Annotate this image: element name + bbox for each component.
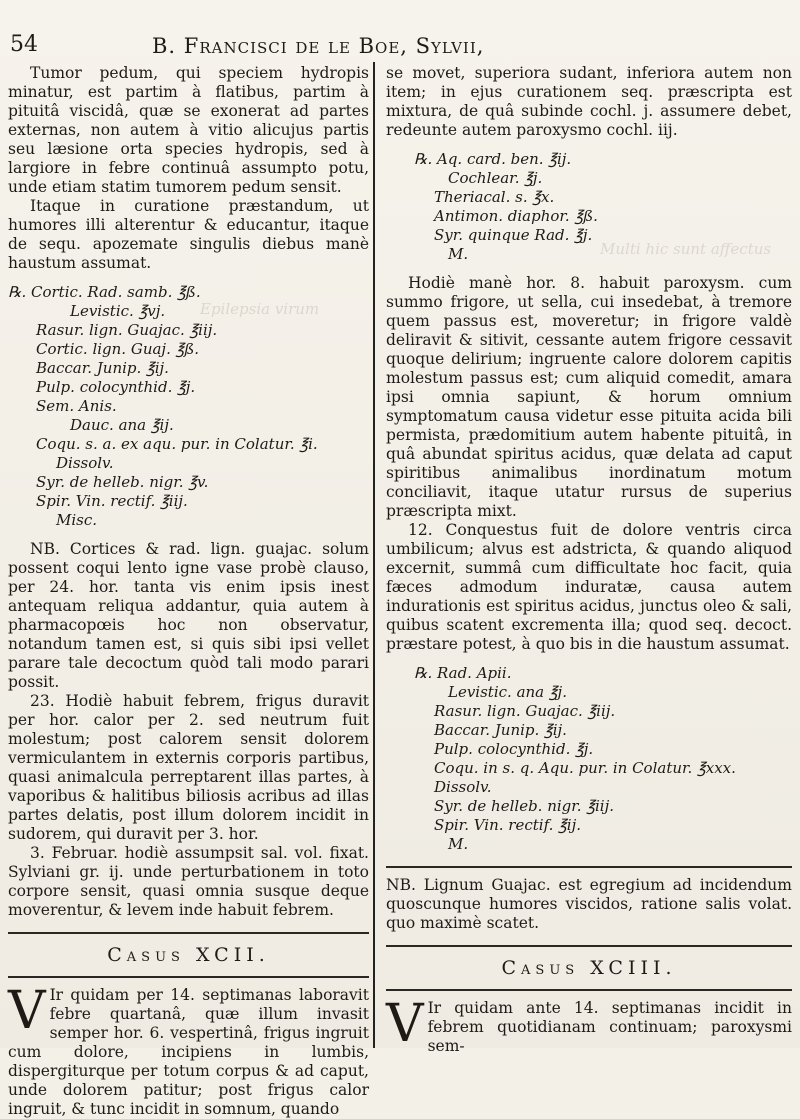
drop-cap: V xyxy=(386,994,424,1054)
paragraph-23: 23. Hodiè habuit febrem, frigus duravit per hor. calor per 2. sed neutrum fuit molestum; post calorem sensit dolorem vermiculantem in externis corporis partibus, quasi animalcula perreptarent illas partes, à vaporibus & halitibus biliosis acribus ad illas partes delatis, post illum dolorem incidit in sudorem, qui duravit per 3. hor. xyxy=(8,692,369,843)
case-heading: Casus XCII. xyxy=(107,944,270,966)
right-column xyxy=(386,64,792,1056)
paragraph-nb-lignum: NB. Lignum Guajac. est egregium ad incidendum quoscunque humores viscidos, ratione salis volat. quo maximè scatet. xyxy=(386,876,792,932)
rx-line: Dauc. ana ℥ij. xyxy=(70,416,174,434)
rx-line: Syr. quinque Rad. ℥j. xyxy=(434,226,593,244)
rx-line: ℞. Aq. card. ben. ℥ij. xyxy=(414,150,572,168)
rx-line: Syr. de helleb. nigr. ℥iij. xyxy=(434,797,614,815)
section-rule xyxy=(386,866,792,868)
rx-line: Dissolv. xyxy=(434,778,492,796)
paragraph-case-92: Ir quidam per 14. septimanas laboravit febre quartanâ, quæ illum invasit semper hor. 6. vespertinâ, frigus ingruit cum dolore, incipiens in lumbis, dispergiturque per totum corpus & ad caput, unde dolorem patitur; post frigus calor ingruit, & tunc incidit in somnum, quando xyxy=(8,986,369,1118)
section-rule xyxy=(8,932,369,934)
rx-line: Rasur. lign. Guajac. ℥iij. xyxy=(36,321,218,339)
rx-line: Coqu. in s. q. Aqu. pur. in Colatur. ℥xxx. xyxy=(434,759,736,777)
case-heading: Casus XCIII. xyxy=(501,957,677,979)
rx-line: ℞. Cortic. Rad. samb. ℥ß. xyxy=(8,283,201,301)
rx-line: ℞. Rad. Apii. xyxy=(414,664,512,682)
rx-line: Pulp. colocynthid. ℥j. xyxy=(36,378,196,396)
rx-line: Levistic. ana ℥j. xyxy=(448,683,567,701)
prescription-2 xyxy=(386,150,792,264)
rx-line: Cortic. lign. Guaj. ℥ß. xyxy=(36,340,200,358)
paragraph-12: 12. Conquestus fuit de dolore ventris circa umbilicum; alvus est adstricta, & quando aliquod excernit, summâ cum difficultate hoc facit, quia fæces admodum induratæ, causa autem indurationis est spiritus acidus, junctus oleo & sali, quibus scatent excrementa illa; quod seq. decoct. præstare potest, à quo bis in die haustum assumat. xyxy=(386,521,792,653)
page-number: 54 xyxy=(10,32,38,57)
prescription-1 xyxy=(8,283,369,530)
rx-line: Spir. Vin. rectif. ℥ij. xyxy=(434,816,582,834)
bleed-through-text: Multi hic sunt affectus xyxy=(600,240,772,258)
page-header xyxy=(0,30,800,64)
section-rule xyxy=(386,989,792,991)
rx-line: Spir. Vin. rectif. ℥iij. xyxy=(36,492,188,510)
rx-line: Pulp. colocynthid. ℥j. xyxy=(434,740,594,758)
rx-line: M. xyxy=(448,245,469,263)
paragraph-tumor: Tumor pedum, qui speciem hydropis minatur, est partim à flatibus, partim à pituitâ viscidâ, quæ se exonerat ad partes externas, non autem à vitio alicujus partis seu læsione orta species hydropis, sed à largiore in febre continuâ assumpto potu, unde etiam statim tumorem pedum sensit. xyxy=(8,64,369,196)
rx-line: Rasur. lign. Guajac. ℥iij. xyxy=(434,702,616,720)
paragraph-se-movet: se movet, superiora sudant, inferiora autem non item; in ejus curationem seq. præscripta est mixtura, de quâ subinde cochl. j. assumere debet, redeunte autem paroxysmo cochl. iij. xyxy=(386,64,792,139)
paragraph-hodie-mane: Hodiè manè hor. 8. habuit paroxysm. cum summo frigore, ut sella, cui insedebat, à tremore quem passus est, moveretur; in frigore valdè deliravit & sitivit, cessante autem frigore cessavit quoque delirium; ingruente calore dolorem capitis molestum passus est; cum aliquid comedit, amara ipsi omnia sapiunt, & horum omnium symptomatum causa videtur esse pituita acida bili permista, prædomitium autem habente pituitâ, in quâ abundat spiritus acidus, quæ delata ad caput spiritibus animalibus inordinatum motum conciliavit, itaque utatur rursus de superius præscripta mixt. xyxy=(386,274,792,520)
rx-line: Syr. de helleb. nigr. ℥v. xyxy=(36,473,209,491)
section-rule xyxy=(386,945,792,947)
paragraph-curatione: Itaque in curatione præstandum, ut humores illi alterentur & educantur, itaque de sequ. apozemate singulis diebus manè haustum assumat. xyxy=(8,197,369,272)
drop-cap: V xyxy=(8,981,46,1041)
running-title: B. Francisci de le Boe, Sylvii, xyxy=(152,34,485,58)
rx-line: Baccar. Junip. ℥ij. xyxy=(434,721,567,739)
rx-line: Baccar. Junip. ℥ij. xyxy=(36,359,169,377)
paragraph-case-93: Ir quidam ante 14. septimanas incidit in febrem quotidianam continuam; paroxysmi sem- xyxy=(427,999,792,1055)
left-column xyxy=(8,64,369,1119)
paragraph-3-februar: 3. Februar. hodiè assumpsit sal. vol. fixat. Sylviani gr. ij. unde perturbationem in toto corpore sensit, quasi omnia susque deque moverentur, & levem inde habuit febrem. xyxy=(8,844,369,919)
rx-line: Cochlear. ℥j. xyxy=(448,169,543,187)
section-rule xyxy=(8,976,369,978)
prescription-3 xyxy=(386,664,792,854)
rx-line: Dissolv. xyxy=(56,454,114,472)
column-divider xyxy=(373,62,375,1048)
rx-line: Sem. Anis. xyxy=(36,397,117,415)
bleed-through-text: Epilepsia virum xyxy=(200,300,320,318)
rx-line: Coqu. s. a. ex aqu. pur. in Colatur. ℥i. xyxy=(36,435,318,453)
paragraph-nb-cortices: NB. Cortices & rad. lign. guajac. solum possent coqui lento igne vase probè clauso, per 24. hor. tanta vis enim ipsis inest antequam reliqua addantur, quia autem à pharmacopœis hoc non observatur, notandum tamen est, si quis sibi ipsi vellet parare tale decoctum quòd tali modo parari possit. xyxy=(8,540,369,691)
rx-line: Antimon. diaphor. ℥ß. xyxy=(434,207,598,225)
rx-line: Misc. xyxy=(56,511,98,529)
rx-line: Theriacal. s. ℥x. xyxy=(434,188,555,206)
rx-line: M. xyxy=(448,835,469,853)
rx-line: Levistic. ℥vj. xyxy=(70,302,166,320)
